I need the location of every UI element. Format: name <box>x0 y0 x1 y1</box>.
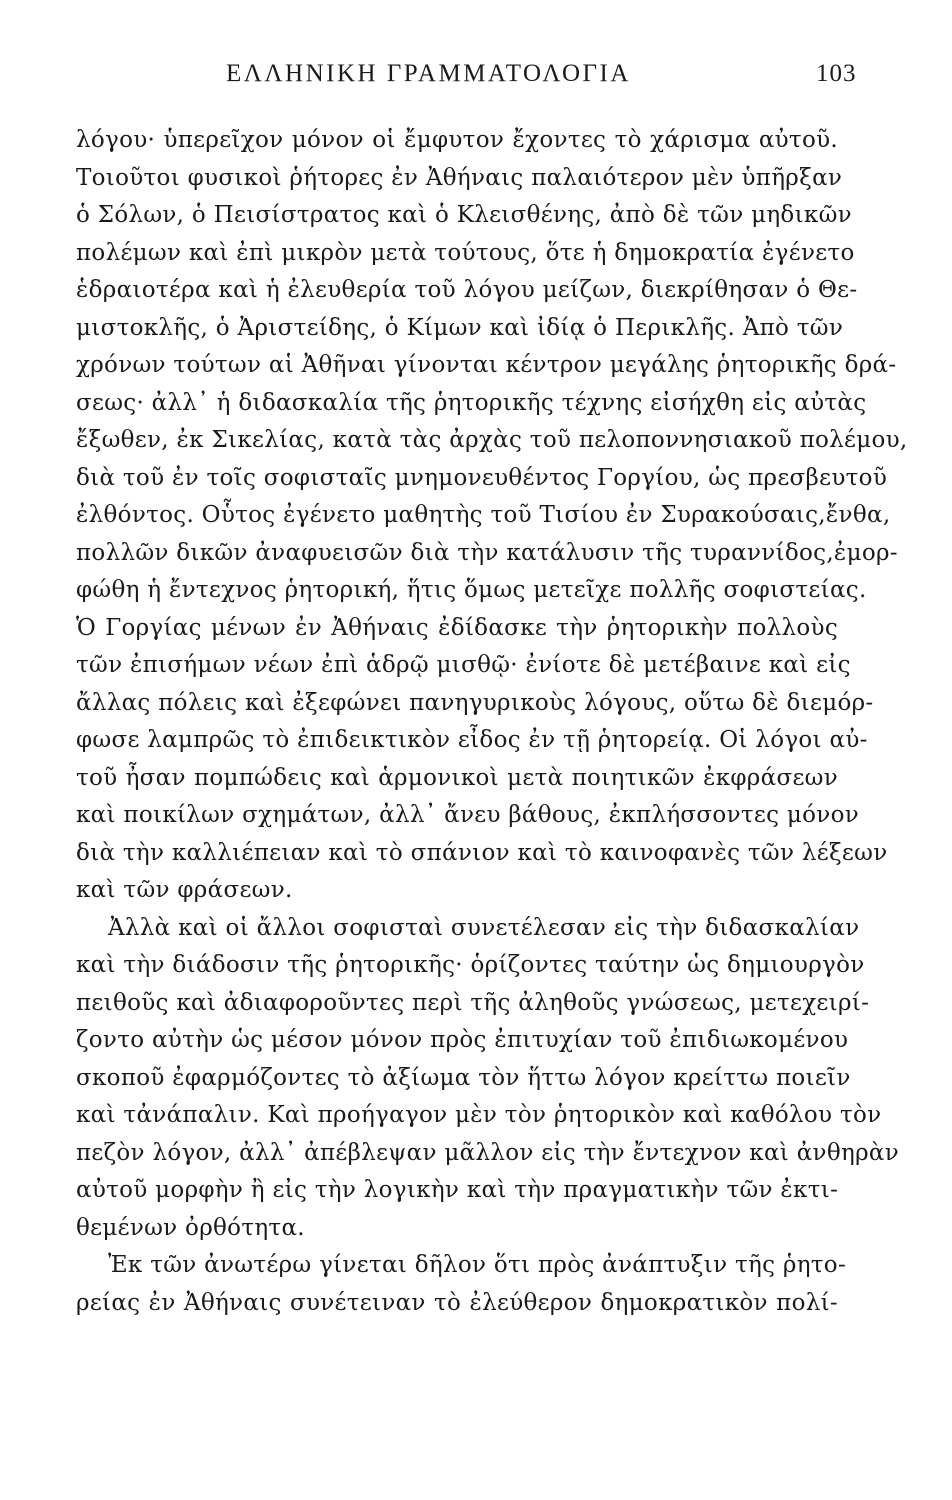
text-line: ζοντο αὐτὴν ὡς μέσον μόνον πρὸς ἐπιτυχίαν τοῦ ἐπιδιωκομένου <box>76 1027 849 1053</box>
text-line: θεμένων ὀρθότητα. <box>76 1214 305 1241</box>
text-line: σεως· ἀλλ᾽ ἡ διδασκαλία τῆς ῥητορικῆς τέχνης εἰσήχθη εἰς αὐτὰς <box>76 389 867 416</box>
text-line: ρείας ἐν Ἀθήναις συνέτειναν τὸ ἐλεύθερον δημοκρατικὸν πολί- <box>76 1289 838 1316</box>
text-line: καὶ τὴν διάδοσιν τῆς ῥητορικῆς· ὁρίζοντες ταύτην ὡς δημιουργὸν <box>76 952 865 978</box>
text-line: φώθη ἡ ἔντεχνος ῥητορική, ἥτις ὅμως μετεῖχε πολλῆς σοφιστείας. <box>76 577 867 603</box>
text-line: τῶν ἐπισήμων νέων ἐπὶ ἁδρῷ μισθῷ· ἐνίοτε δὲ μετέβαινε καὶ εἰς <box>76 652 851 678</box>
text-line: πολλῶν δικῶν ἀναφυεισῶν διὰ τὴν κατάλυσιν τῆς τυραννίδος,ἐμορ- <box>76 539 898 566</box>
running-head-title: ΕΛΛΗΝΙΚΗ ΓΡΑΜΜΑΤΟΛΟΓΙΑ <box>226 60 631 87</box>
running-head <box>0 56 952 92</box>
text-line: λόγου· ὑπερεῖχον μόνον οἱ ἔμφυτον ἔχοντες τὸ χάρισμα αὐτοῦ. <box>76 127 838 153</box>
text-line: καὶ τἀνάπαλιν. Καὶ προήγαγον μὲν τὸν ῥητορικὸν καὶ καθόλου τὸν <box>76 1102 882 1128</box>
text-line: Ὁ Γοργίας μένων ἐν Ἀθήναις ἐδίδασκε τὴν ῥητορικὴν πολλοὺς <box>76 614 838 641</box>
text-line: Τοιοῦτοι φυσικοὶ ῥήτορες ἐν Ἀθήναις παλαιότερον μὲν ὑπῆρξαν <box>76 164 843 191</box>
text-line: διὰ τὴν καλλιέπειαν καὶ τὸ σπάνιον καὶ τὸ καινοφανὲς τῶν λέξεων <box>76 839 888 866</box>
text-line: πειθοῦς καὶ ἀδιαφοροῦντες περὶ τῆς ἀληθοῦς γνώσεως, μετεχειρί- <box>76 989 870 1016</box>
text-line: Ἀλλὰ καὶ οἱ ἄλλοι σοφισταὶ συνετέλεσαν εἰς τὴν διδασκαλίαν <box>108 914 860 941</box>
text-line: φωσε λαμπρῶς τὸ ἐπιδεικτικὸν εἶδος ἐν τῇ ῥητορείᾳ. Οἱ λόγοι αὐ- <box>76 727 868 753</box>
text-line: διὰ τοῦ ἐν τοῖς σοφισταῖς μνημονευθέντος Γοργίου, ὡς πρεσβευτοῦ <box>76 464 888 491</box>
text-line: πεζὸν λόγον, ἀλλ᾽ ἀπέβλεψαν μᾶλλον εἰς τὴν ἔντεχνον καὶ ἀνθηρὰν <box>76 1139 900 1166</box>
text-line: πολέμων καὶ ἐπὶ μικρὸν μετὰ τούτους, ὅτε ἡ δημοκρατία ἐγένετο <box>76 239 855 266</box>
text-line: χρόνων τούτων αἱ Ἀθῆναι γίνονται κέντρον μεγάλης ῥητορικῆς δρά- <box>76 352 897 378</box>
text-line: ἄλλας πόλεις καὶ ἐξεφώνει πανηγυρικοὺς λόγους, οὕτω δὲ διεμόρ- <box>76 689 874 716</box>
text-line: καὶ τῶν φράσεων. <box>76 877 293 903</box>
text-line: καὶ ποικίλων σχημάτων, ἀλλ᾽ ἄνευ βάθους, ἐκπλήσσοντες μόνον <box>76 802 859 828</box>
text-line: ἑδραιοτέρα καὶ ἡ ἐλευθερία τοῦ λόγου μείζων, διεκρίθησαν ὁ Θε- <box>76 277 858 303</box>
text-line: ἐλθόντος. Οὗτος ἐγένετο μαθητὴς τοῦ Τισίου ἐν Συρακούσαις,ἔνθα, <box>76 502 891 528</box>
text-line: τοῦ ἦσαν πομπώδεις καὶ ἁρμονικοὶ μετὰ ποιητικῶν ἐκφράσεων <box>76 764 838 791</box>
text-line: σκοποῦ ἐφαρμόζοντες τὸ ἀξίωμα τὸν ἥττω λόγον κρείττω ποιεῖν <box>76 1064 851 1091</box>
text-line: ὁ Σόλων, ὁ Πεισίστρατος καὶ ὁ Κλεισθένης, ἀπὸ δὲ τῶν μηδικῶν <box>76 202 852 228</box>
text-line: Ἐκ τῶν ἀνωτέρω γίνεται δῆλον ὅτι πρὸς ἀνάπτυξιν τῆς ῥητο- <box>108 1252 847 1278</box>
text-line: ἔξωθεν, ἐκ Σικελίας, κατὰ τὰς ἀρχὰς τοῦ πελοποννησιακοῦ πολέμου, <box>76 427 908 453</box>
page-number: 103 <box>816 60 857 87</box>
text-line: μιστοκλῆς, ὁ Ἀριστείδης, ὁ Κίμων καὶ ἰδίᾳ ὁ Περικλῆς. Ἀπὸ τῶν <box>76 314 844 341</box>
body-text <box>76 122 908 1322</box>
text-line: αὐτοῦ μορφὴν ἢ εἰς τὴν λογικὴν καὶ τὴν πραγματικὴν τῶν ἐκτι- <box>76 1177 839 1203</box>
